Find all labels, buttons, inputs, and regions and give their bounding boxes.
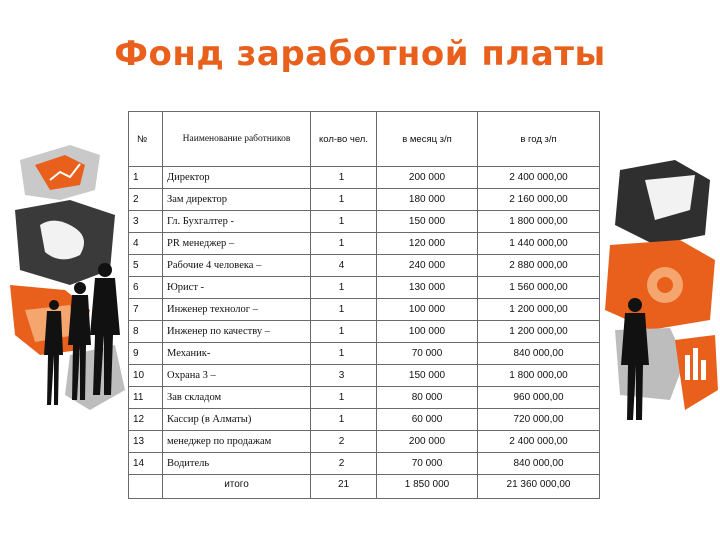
table-row [129, 387, 600, 409]
header-year: в год з/п [478, 112, 600, 167]
row-year: 960 000,00 [478, 387, 600, 409]
total-month: 1 850 000 [377, 475, 478, 499]
row-year: 1 440 000,00 [478, 233, 600, 255]
salary-fund-table [128, 111, 600, 499]
businessman-icon [621, 298, 649, 420]
table-row [129, 211, 600, 233]
row-month: 150 000 [377, 211, 478, 233]
row-count: 1 [311, 189, 377, 211]
row-count: 1 [311, 387, 377, 409]
left-puzzle-illustration [0, 120, 128, 420]
table-row [129, 277, 600, 299]
row-year: 1 800 000,00 [478, 365, 600, 387]
row-month: 180 000 [377, 189, 478, 211]
row-count: 1 [311, 233, 377, 255]
row-name: Инженер по качеству – [163, 321, 311, 343]
table-row [129, 189, 600, 211]
right-puzzle-illustration [600, 150, 720, 430]
row-name: Охрана 3 – [163, 365, 311, 387]
row-year: 1 200 000,00 [478, 321, 600, 343]
row-month: 70 000 [377, 343, 478, 365]
row-year: 1 560 000,00 [478, 277, 600, 299]
row-month: 60 000 [377, 409, 478, 431]
table-header-row [129, 112, 600, 167]
row-name: Кассир (в Алматы) [163, 409, 311, 431]
table-row [129, 431, 600, 453]
row-year: 2 400 000,00 [478, 167, 600, 189]
row-name: Гл. Бухгалтер - [163, 211, 311, 233]
row-count: 1 [311, 299, 377, 321]
row-number: 14 [129, 453, 163, 475]
header-month: в месяц з/п [377, 112, 478, 167]
row-number: 10 [129, 365, 163, 387]
page-title: Фонд заработной платы [114, 34, 606, 74]
row-year: 2 160 000,00 [478, 189, 600, 211]
row-month: 120 000 [377, 233, 478, 255]
total-year: 21 360 000,00 [478, 475, 600, 499]
row-year: 840 000,00 [478, 343, 600, 365]
row-year: 720 000,00 [478, 409, 600, 431]
row-number: 13 [129, 431, 163, 453]
row-month: 70 000 [377, 453, 478, 475]
table-row [129, 255, 600, 277]
row-number: 8 [129, 321, 163, 343]
row-count: 1 [311, 167, 377, 189]
row-name: PR менеджер – [163, 233, 311, 255]
row-count: 2 [311, 453, 377, 475]
total-blank-cell [129, 475, 163, 499]
puzzle-pieces-icon [605, 160, 718, 410]
row-year: 1 200 000,00 [478, 299, 600, 321]
row-name: Механик- [163, 343, 311, 365]
row-year: 1 800 000,00 [478, 211, 600, 233]
row-year: 2 880 000,00 [478, 255, 600, 277]
businessman-icon [44, 263, 120, 405]
row-name: Юрист - [163, 277, 311, 299]
row-name: менеджер по продажам [163, 431, 311, 453]
row-name: Инженер технолог – [163, 299, 311, 321]
table-row [129, 233, 600, 255]
table-row [129, 365, 600, 387]
table-row [129, 167, 600, 189]
row-count: 3 [311, 365, 377, 387]
row-month: 130 000 [377, 277, 478, 299]
row-name: Зав складом [163, 387, 311, 409]
table-row [129, 299, 600, 321]
row-number: 3 [129, 211, 163, 233]
row-name: Водитель [163, 453, 311, 475]
row-count: 1 [311, 211, 377, 233]
row-month: 240 000 [377, 255, 478, 277]
row-number: 4 [129, 233, 163, 255]
header-name: Наименование работников [163, 112, 311, 167]
row-count: 2 [311, 431, 377, 453]
row-count: 1 [311, 409, 377, 431]
row-month: 200 000 [377, 431, 478, 453]
row-number: 9 [129, 343, 163, 365]
row-month: 100 000 [377, 299, 478, 321]
row-year: 2 400 000,00 [478, 431, 600, 453]
table-row [129, 321, 600, 343]
row-month: 100 000 [377, 321, 478, 343]
row-count: 1 [311, 321, 377, 343]
table-row [129, 453, 600, 475]
row-number: 5 [129, 255, 163, 277]
row-number: 2 [129, 189, 163, 211]
row-name: Директор [163, 167, 311, 189]
header-count: кол-во чел. [311, 112, 377, 167]
row-month: 200 000 [377, 167, 478, 189]
row-number: 6 [129, 277, 163, 299]
row-count: 1 [311, 277, 377, 299]
table-row [129, 343, 600, 365]
row-number: 1 [129, 167, 163, 189]
row-name: Зам директор [163, 189, 311, 211]
total-count: 21 [311, 475, 377, 499]
table-total-row [129, 475, 600, 499]
row-month: 150 000 [377, 365, 478, 387]
row-year: 840 000,00 [478, 453, 600, 475]
row-number: 7 [129, 299, 163, 321]
table-row [129, 409, 600, 431]
row-month: 80 000 [377, 387, 478, 409]
header-number: № [129, 112, 163, 167]
total-label: итого [163, 475, 311, 499]
row-count: 4 [311, 255, 377, 277]
row-number: 11 [129, 387, 163, 409]
row-name: Рабочие 4 человека – [163, 255, 311, 277]
row-number: 12 [129, 409, 163, 431]
row-count: 1 [311, 343, 377, 365]
